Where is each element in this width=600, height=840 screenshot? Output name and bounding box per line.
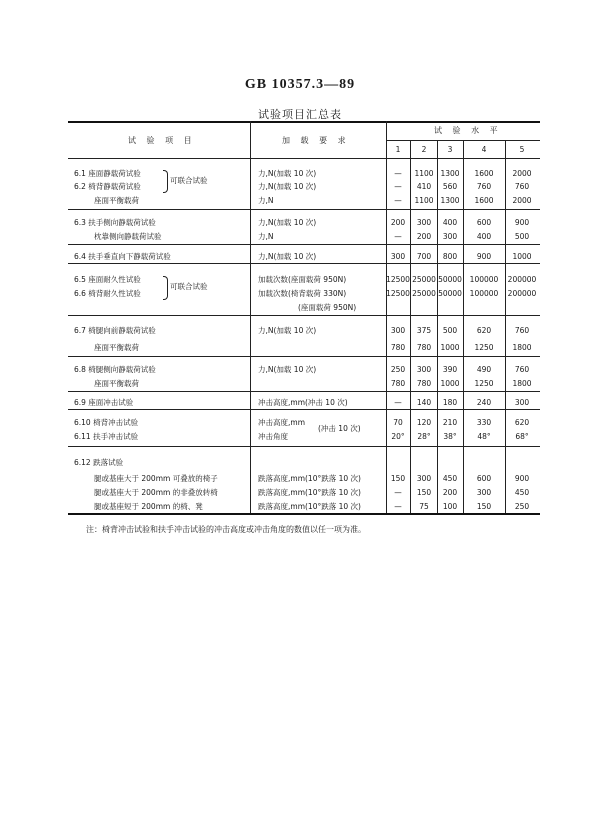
group-separator-rule — [68, 315, 540, 316]
load-requirement: 力,N(加载 10 次) — [258, 218, 317, 227]
level-value: 1800 — [512, 343, 532, 352]
level-value: 150 — [416, 488, 432, 497]
level-value: 38° — [443, 432, 457, 441]
table-footnote: 注：椅背冲击试验和扶手冲击试验的冲击高度或冲击角度的数值以任一项为准。 — [86, 525, 366, 534]
level-value: 900 — [514, 218, 530, 227]
test-item-label: 6.2 椅背静载荷试验 — [74, 182, 141, 191]
level-value: — — [394, 398, 402, 407]
level-value: 500 — [514, 232, 530, 241]
level-column-divider — [410, 140, 411, 513]
test-item-label: 6.7 椅腿向前静载荷试验 — [74, 326, 156, 335]
level-value: 780 — [390, 379, 406, 388]
level-value: 375 — [416, 326, 432, 335]
level-value: 1000 — [440, 379, 460, 388]
level-value: 620 — [476, 326, 492, 335]
level-value: 1100 — [414, 196, 434, 205]
table-title: 试验项目汇总表 — [258, 108, 342, 121]
level-value: 75 — [419, 502, 429, 511]
level-value: 780 — [390, 343, 406, 352]
level-value: 410 — [416, 182, 432, 191]
test-item-label: 6.5 座面耐久性试验 — [74, 275, 141, 284]
level-value: 12500 — [386, 289, 410, 298]
level-value: 1000 — [512, 252, 532, 261]
load-requirement: 力,N(加载 10 次) — [258, 169, 317, 178]
level-value: 150 — [390, 474, 406, 483]
level-value: 780 — [416, 379, 432, 388]
level-value: 400 — [442, 218, 458, 227]
level-value: 620 — [514, 418, 530, 427]
level-value: 1250 — [474, 343, 494, 352]
level-value: — — [394, 169, 402, 178]
header-load-requirement: 加 载 要 求 — [282, 136, 350, 145]
level-value: 200 — [416, 232, 432, 241]
load-requirement: 力,N(加载 10 次) — [258, 365, 317, 374]
level-value: 240 — [476, 398, 492, 407]
group-separator-rule — [68, 209, 540, 210]
level-value: 25000 — [412, 289, 436, 298]
level-column-divider — [505, 140, 506, 513]
level-value: 200000 — [507, 275, 537, 284]
test-item-label: 6.11 扶手冲击试验 — [74, 432, 139, 441]
header-level-1: 1 — [395, 145, 401, 154]
level-value: 1600 — [474, 169, 494, 178]
level-value: 1000 — [440, 343, 460, 352]
group-separator-rule — [68, 244, 540, 245]
load-requirement: 力,N — [258, 196, 274, 205]
table-top-rule — [68, 121, 540, 123]
level-value: 450 — [514, 488, 530, 497]
level-value: 140 — [416, 398, 432, 407]
test-item-label: 腿或基座短于 200mm 的椅、凳 — [94, 502, 203, 511]
test-item-label: 6.8 椅腿侧向静载荷试验 — [74, 365, 156, 374]
level-value: 900 — [514, 474, 530, 483]
header-level-3: 3 — [447, 145, 453, 154]
group-separator-rule — [68, 356, 540, 357]
group-separator-rule — [68, 391, 540, 392]
level-value: 300 — [476, 488, 492, 497]
level-value: 1100 — [414, 169, 434, 178]
level-value: 450 — [442, 474, 458, 483]
header-level-4: 4 — [481, 145, 487, 154]
level-value: 400 — [476, 232, 492, 241]
load-requirement: 跌落高度,mm(10°跌落 10 次) — [258, 488, 361, 497]
level-value: — — [394, 182, 402, 191]
group-separator-rule — [68, 263, 540, 264]
level-column-divider — [463, 140, 464, 513]
level-value: 500 — [442, 326, 458, 335]
level-value: 68° — [515, 432, 529, 441]
level-value: — — [394, 502, 402, 511]
load-requirement: 冲击高度,mm — [258, 418, 305, 427]
level-value: 900 — [476, 252, 492, 261]
test-item-label: 座面平衡载荷 — [94, 343, 139, 352]
load-requirement: 力,N(加载 10 次) — [258, 252, 317, 261]
group-separator-rule — [68, 409, 540, 410]
level-value: 150 — [476, 502, 492, 511]
level-value: 760 — [476, 182, 492, 191]
level-value: 180 — [442, 398, 458, 407]
test-item-label: 座面平衡载荷 — [94, 379, 139, 388]
level-value: 490 — [476, 365, 492, 374]
header-level-5: 5 — [519, 145, 525, 154]
level-value: 760 — [514, 365, 530, 374]
level-value: 200 — [390, 218, 406, 227]
load-requirement: 冲击高度,mm(冲击 10 次) — [258, 398, 348, 407]
test-item-label: 6.3 扶手侧向静载荷试验 — [74, 218, 156, 227]
standard-code: GB 10357.3—89 — [244, 77, 356, 92]
level-value: 760 — [514, 326, 530, 335]
level-value: 1600 — [474, 196, 494, 205]
level-value: — — [394, 232, 402, 241]
level-value: 1250 — [474, 379, 494, 388]
level-value: 48° — [477, 432, 491, 441]
header-bottom-rule — [68, 158, 540, 159]
load-requirement: 冲击角度 — [258, 432, 288, 441]
level-value: — — [394, 196, 402, 205]
level-value: — — [394, 488, 402, 497]
level-value: 250 — [514, 502, 530, 511]
level-value: 300 — [390, 252, 406, 261]
test-item-label: 6.1 座面静载荷试验 — [74, 169, 141, 178]
group-separator-rule — [68, 446, 540, 447]
load-requirement: 力,N(加载 10 次) — [258, 326, 317, 335]
level-value: 390 — [442, 365, 458, 374]
load-requirement-note: (冲击 10 次) — [318, 424, 361, 433]
level-value: 2000 — [512, 196, 532, 205]
test-item-label: 6.6 椅背耐久性试验 — [74, 289, 141, 298]
joint-test-note: 可联合试验 — [170, 282, 208, 291]
test-item-label: 6.10 椅背冲击试验 — [74, 418, 139, 427]
level-value: 300 — [416, 474, 432, 483]
level-value: 25000 — [412, 275, 436, 284]
load-requirement: (座面载荷 950N) — [298, 303, 357, 312]
level-value: 300 — [442, 232, 458, 241]
level-value: 1300 — [440, 169, 460, 178]
level-value: 200 — [442, 488, 458, 497]
header-test-item: 试 验 项 目 — [128, 136, 196, 145]
level-value: 300 — [514, 398, 530, 407]
item-requirement-divider — [250, 121, 251, 513]
level-value: 2000 — [512, 169, 532, 178]
level-value: 760 — [514, 182, 530, 191]
level-value: 100000 — [469, 289, 499, 298]
level-value: 120 — [416, 418, 432, 427]
header-test-level: 试 验 水 平 — [434, 126, 502, 135]
level-value: 50000 — [438, 289, 462, 298]
header-level-2: 2 — [421, 145, 427, 154]
level-value: 600 — [476, 218, 492, 227]
level-value: 100 — [442, 502, 458, 511]
requirement-level-divider — [386, 121, 387, 513]
level-value: 560 — [442, 182, 458, 191]
test-item-label: 6.9 座面冲击试验 — [74, 398, 134, 407]
joint-test-brace — [163, 170, 168, 193]
level-value: 800 — [442, 252, 458, 261]
level-column-divider — [437, 140, 438, 513]
level-value: 210 — [442, 418, 458, 427]
level-value: 50000 — [438, 275, 462, 284]
level-value: 20° — [391, 432, 405, 441]
joint-test-note: 可联合试验 — [170, 175, 208, 185]
test-item-label: 6.4 扶手垂直向下静载荷试验 — [74, 252, 171, 261]
test-item-label: 枕靠侧向静载荷试验 — [94, 232, 162, 241]
load-requirement: 加载次数(椅背载荷 330N) — [258, 289, 347, 298]
table-bottom-rule — [68, 513, 540, 515]
level-value: 300 — [416, 365, 432, 374]
load-requirement: 力,N — [258, 232, 274, 241]
load-requirement: 力,N(加载 10 次) — [258, 182, 317, 191]
level-value: 250 — [390, 365, 406, 374]
level-value: 200000 — [507, 289, 537, 298]
level-value: 28° — [417, 432, 431, 441]
level-value: 700 — [416, 252, 432, 261]
joint-test-brace — [163, 276, 168, 300]
level-value: 12500 — [386, 275, 410, 284]
level-value: 780 — [416, 343, 432, 352]
level-value: 100000 — [469, 275, 499, 284]
load-requirement: 跌落高度,mm(10°跌落 10 次) — [258, 502, 361, 511]
test-item-label: 6.12 跌落试验 — [74, 458, 124, 467]
test-item-label: 腿或基座大于 200mm 可叠放的椅子 — [94, 474, 218, 483]
level-value: 300 — [416, 218, 432, 227]
test-item-label: 腿或基座大于 200mm 的非叠放转椅 — [94, 488, 218, 497]
level-value: 1300 — [440, 196, 460, 205]
level-value: 70 — [393, 418, 403, 427]
level-value: 1800 — [512, 379, 532, 388]
level-value: 600 — [476, 474, 492, 483]
load-requirement: 跌落高度,mm(10°跌落 10 次) — [258, 474, 361, 483]
level-value: 300 — [390, 326, 406, 335]
test-item-label: 座面平衡载荷 — [94, 196, 139, 205]
load-requirement: 加载次数(座面载荷 950N) — [258, 275, 347, 284]
level-value: 330 — [476, 418, 492, 427]
